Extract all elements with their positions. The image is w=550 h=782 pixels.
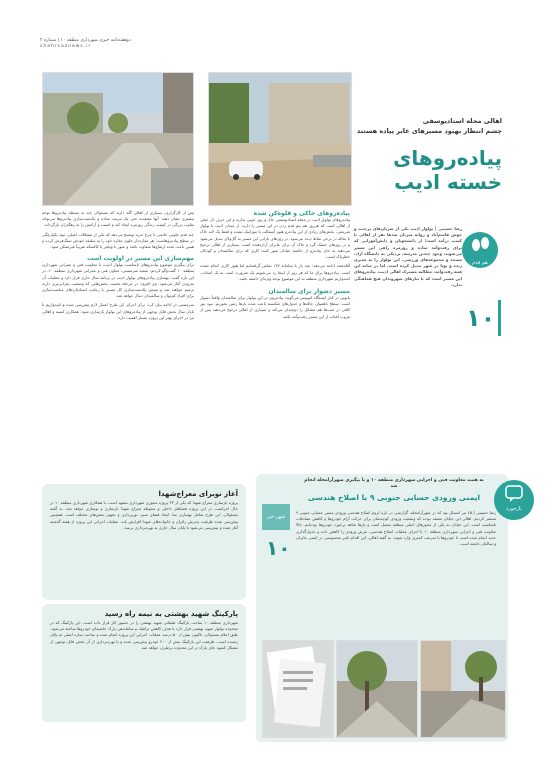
page-number: ۱۰ [466,304,496,332]
paragraph: برای پیگیری موضوع پیاده‌روهای نامناسب بولوار ادیب، با معاونت فنی و عمرانی شهرداری منطقه ۱۰ گفت‌وگو کردیم. سعید سرمستی، معاون فنی و عمرانی شهرداری منطقه ۱۰، در این باره گفت: بهسازی پیاده‌روهای بولوار ادیب در برنامه سال جاری قرار دارد و عملیات آن به‌زودی آغاز می‌شود. وی افزود: در مرحله نخست بخش‌هایی که وضعیت بحرانی‌تری دارند ترمیم خواهند شد و سپس یکدست‌سازی کل مسیر با رعایت استانداردهای مناسب‌سازی برای افراد کم‌توان و سالمندان دنبال خواهد شد. [42,262,194,299]
paragraph: پس از کارگزاری، بسیاری از اهالی گله دارند که مسئولان باید به مسئله پیاده‌روها توجه بیشتری نشان دهند. آنها معتقدند حتی یک مرمت ساده و یکدست‌سازی پیاده‌روها می‌تواند تفاوت بزرگی در کیفیت زندگی روزمره ایجاد کند و امنیت و آرامش را به رهگذران بازگرداند. [42,210,194,228]
paragraph: آقامحمد ادامه می‌دهد: چند بار با سامانه ۱۳۷ تماس گرفته‌ایم اما هنوز کاری انجام نشده است. پیاده‌روها برای ما که هر روز از اینجا رد می‌شویم یک ضرورت است نه یک انتخاب. امیدواریم شهرداری منطقه به این موضوع توجه ویژه‌ای داشته باشد. [200,263,351,281]
kicker-line-2: چشم انتظار بهبود مسیرهای عابر پیاده هستند [356,127,502,135]
brief-2-body: شهرداری منطقه ۱۰ ساخت پارکینگ طبقاتی شهید بهشتی را در دستور کار قرار داده است. این پارکینگ که در محدوده بولوار شهید بهشتی قرار دارد با هدف کاهش ترافیک و ساماندهی پارک حاشیه‌ای خودروها ساخته می‌شود. طبق اعلام مسئولان، تاکنون بیش از ۵۰ درصد عملیات اجرایی این پروژه انجام شده و ساخت سازه اصلی به پایان رسیده است. ظرفیت این پارکینگ بیش از ۴۰۰ خودرو پیش‌بینی شده و با بهره‌برداری از آن بخش قابل توجهی از مشکل کمبود جای پارک در این محدوده برطرف خواهد شد. [50,620,239,650]
article-title: پیاده‌روهای خسته ادیب [393,146,502,194]
paragraph: بانویی در کنار ایستگاه اتوبوس می‌گوید: پیاده‌روی در این بولوار برای سالمندان واقعاً دشوار است. سطح ناهموار، چاله‌ها و جدول‌های شکسته باعث شده بارها زمین بخوریم. نبود نور کافی در شب‌ها هم مشکل را دوچندان می‌کند و بسیاری از اهالی ترجیح می‌دهند پس از غروب آفتاب از این مسیر رفت‌وآمد نکنند. [200,295,350,319]
brief-1-title: آغاز نوبرای معراج‌شهدا [158,490,238,498]
news-body: رضا حسینی | ۲۵ تیر امسال بود که در شهرآرامحله، گزارشی در باره لزوم اصلاح هندسی ورودی مسیر حسابی جنوبی ۹ منتشر کردیم. اهالی این خیابان معتقد بودند که وضعیت ورودی کوچه‌شان برای حرکت آرام خودروها و کاهش تصادفات نامناسب است. این خیابان به یکی از محورهای اصلی منطقه متصل است و بارها شاهد برخورد خودروها بوده‌ایم. حالا معاونت فنی و اجرایی شهرداری منطقه ۱۰ با اجرای عملیات اصلاح هندسی، عرض ورودی را کاهش داده و جدول‌گذاری جدید انجام شده است تا خودروها با سرعت کمتری وارد شوند. به گفته اهالی، این اقدام تاثیر محسوسی در ایمنی عابران و ساکنان داشته است. [296,510,496,547]
paragraph: سرمستی در ادامه بیان کرد: برای اجرای این طرح اعتبار لازم پیش‌بینی شده و امیدواریم تا پایان سال بخش قابل توجهی از پیاده‌روهای این بولوار بازسازی شود. همکاری کسبه و اهالی نیز در اجرای بهتر این پروژه بسیار اهمیت دارد. [42,302,194,320]
col-middle [200,210,350,320]
subhead-priority: مهم‌سازی این مسیر در اولویت است [87,255,194,263]
subhead-elderly-route: مسیر دشوار برای سالمندان [268,288,350,296]
page-header [40,38,131,50]
article-intro: رضا حسینی | بولوار ادیب یکی از شریان‌های پرجنب و جوش قاسم‌آباد و زوایه میزبان صدها نفر از اهالی با کسب درآمد است؛ از دانشجویان و دانش‌آموزانی که برای رفت‌وآمد ساده و روزمره راهی این مسیر می‌شوند، وجود چندین مدرسه، نزدیکی به دانشگاه آزاد، مسجد و مجموعه‌های ورزشی. این بولوار را به معبری زنده و پویا در شهر تبدیل کرده است. اما در میانه این همه رفت‌وآمد، مطالبه مشترک اهالی ادیب، پیاده‌روهای این مسیر است که با نیازهای شهروندان هیچ هماهنگی ندارد. [354,226,462,287]
article-kicker [352,116,502,136]
header-url: shahrsaznews.ir [40,44,92,49]
paragraph: پیاده‌روهای بولوار ادیب در محله استادیوسفی حال و روز خوبی ندارند و این حرف دل خیلی از اهالی است که هرروز هم بیم قدم زدن در این مسیر را دارند. از میدان ادیب تا بولوار شریعتی، بخش‌های زیادی از این پیاده‌رو هنوز آسفالت یا موزاییک نشده و فقط یک لایه خاک یا نخاله در برخی نقاط دیده می‌شود. در روزهای بارانی این مسیر به گل‌ولای تبدیل می‌شود و در روزهای خشک گرد و خاک آن برای عابران آزاردهنده است. بسیاری از اهالی ترجیح می‌دهند به جای پیاده‌رو از حاشیه خیابان عبور کنند؛ کاری که برای سالمندان و کودکان خطرناک است. [200,217,350,260]
photo-right [208,72,352,206]
footprints-icon [462,232,498,258]
brief-1-body: پروژه بازسازی معراج شهدا که یکی از ۴۳ پروژه محوری شهرداری مشهد است، با همکاری شهرداری منطقه ۱۰ در حال اجراست. در این پروژه فضاهای داخلی و محوطه معراج شهدا بازسازی و نوسازی خواهد شد. به گفته مسئولان، این طرح شامل بهسازی نما، ایجاد فضای سبز، نورپردازی و تجهیز بخش‌های مختلف است. همچنین پیش‌بینی شده ظرفیت پذیرش زائران و خانواده‌های شهدا افزایش یابد. عملیات اجرایی این پروژه از هفته گذشته آغاز شده و پیش‌بینی می‌شود تا پایان سال جاری به بهره‌برداری برسد. [50,500,238,530]
page-number-bar [498,300,501,336]
feedback-label: بازخورد [506,506,522,512]
brief-box-2 [42,604,246,722]
news-headline: ایمنی ورودی حسابی جنوبی ۹ با اصلاح هندسی [307,493,481,502]
news-kicker: به همت معاونت فنی و اجرایی شهرداری منطقه ۱۰ و با پیگیری شهرآرامحله انجام شد [304,478,484,489]
col-left [42,210,194,321]
news-photo-street-right [420,640,506,738]
kicker-line-1: اهالی محله استادیوسفی [422,117,502,125]
news-side-label: شهر خبر [262,504,290,530]
header-line: دوهفته‌نامه خبری شهرداری منطقه ۱۰ | شماره ۳ [40,38,131,43]
feedback-badge [494,480,534,520]
chat-icon [494,480,534,506]
photo-left [42,72,194,206]
news-photo-street-left [336,640,418,738]
brief-2-title: پارکینگ شهید بهشتی به نیمه راه رسید [104,610,238,618]
brief-box-1 [42,484,246,600]
paragraph: چند قدم جلوتر، خانمی با چرخ خرید توضیح می‌دهد که یکی از مشکلات اصلی، نبود یکپارچگی در سطح پیاده‌روهاست؛ هر مغازه‌دار جلوی مغازه خود را به سلیقه خودش سنگ‌فرش کرده و همین باعث شده ارتفاع‌ها متفاوت باشد و عبور با ویلچر یا کالسکه تقریباً غیرممکن شود. [42,231,194,250]
page-tag-badge [462,232,498,268]
news-number: ۱۰ [266,536,291,560]
news-photo-documents [262,640,334,738]
page-tag-label: هم قدم [472,260,488,266]
subhead-dirt-sidewalks: پیاده‌روهای خاکی و قلوه‌کن شده [253,210,350,217]
